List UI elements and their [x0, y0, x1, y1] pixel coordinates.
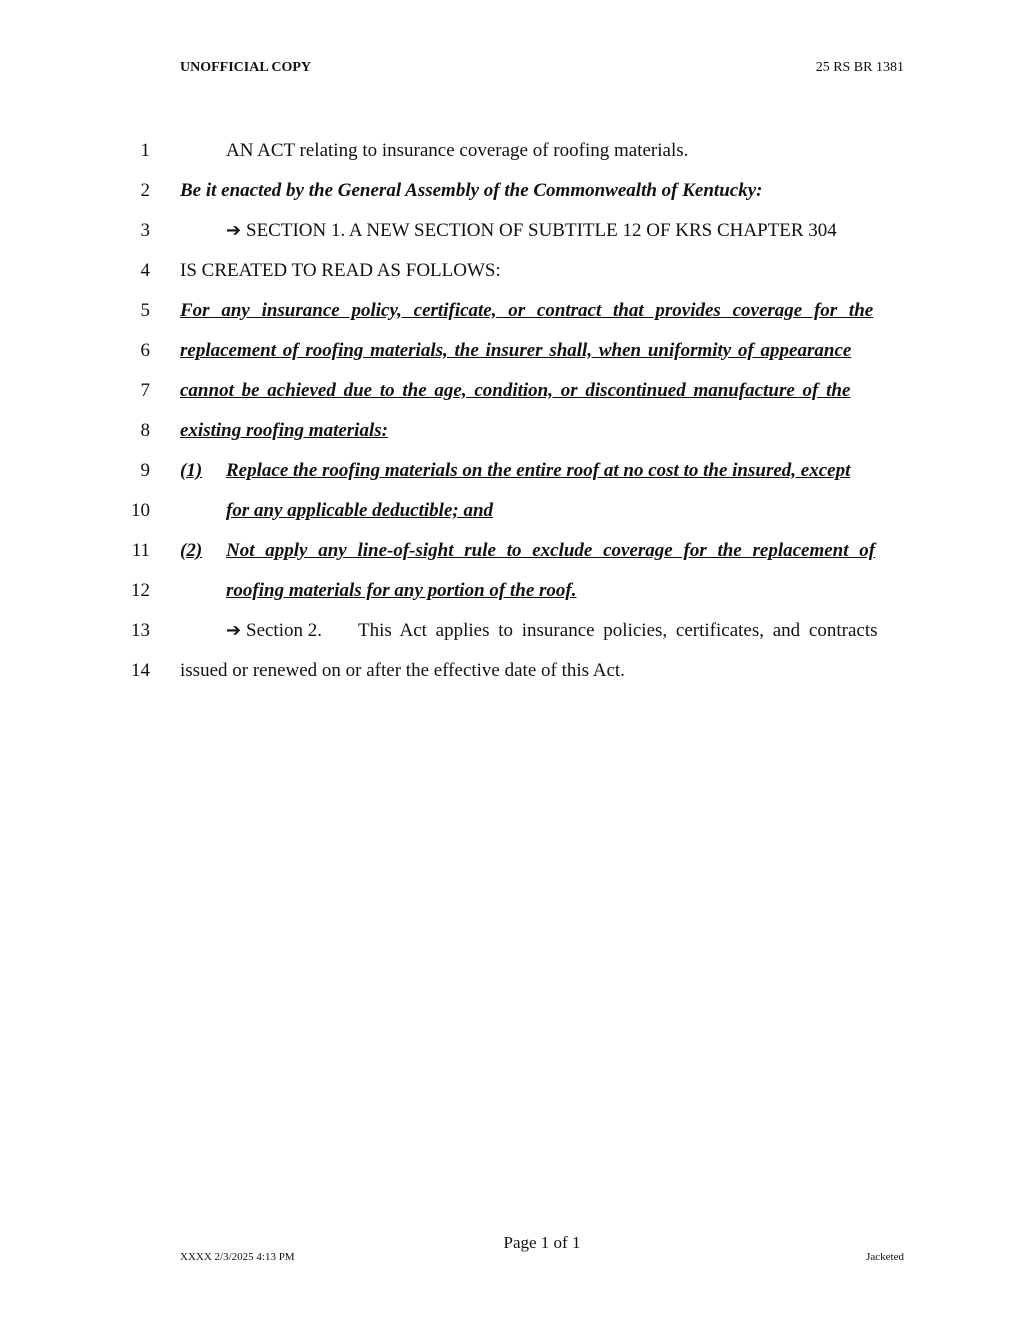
document-line-4 — [0, 260, 1024, 288]
line-number: 2 — [140, 180, 150, 201]
enacting-clause: Be it enacted by the General Assembly of the Commonwealth of Kentucky: — [180, 180, 763, 201]
page-number: Page 1 of 1 — [503, 1233, 581, 1252]
page-header — [180, 60, 904, 82]
list-item-1-cont: for any applicable deductible; and — [226, 500, 494, 521]
line-number: 7 — [140, 380, 150, 401]
arrow-right-icon: ➔ — [226, 620, 242, 641]
section-1-heading-text: SECTION 1. A NEW SECTION OF SUBTITLE 12 OF KRS CHAPTER 304 — [246, 220, 837, 241]
document-line-6 — [0, 340, 1024, 368]
list-marker-2: (2) — [180, 540, 203, 561]
line-number: 14 — [131, 660, 150, 681]
new-text: For any insurance policy, certificate, or contract that provides coverage for the — [180, 300, 874, 321]
arrow-right-icon: ➔ — [226, 220, 242, 241]
section-1-heading — [226, 220, 837, 242]
line-number: 11 — [131, 540, 150, 561]
line-number: 6 — [140, 340, 150, 361]
line-number: 9 — [140, 460, 150, 481]
line-number: 1 — [140, 140, 150, 161]
line-number: 4 — [140, 260, 150, 281]
document-line-1 — [0, 140, 1024, 168]
document-line-10 — [0, 500, 1024, 528]
footer-timestamp: XXXX 2/3/2025 4:13 PM — [180, 1251, 295, 1263]
section-2-label: Section 2. — [246, 620, 322, 641]
section-2-text: This Act applies to insurance policies, certificates, and contracts — [358, 620, 878, 641]
document-line-2 — [0, 180, 1024, 208]
document-line-13 — [0, 620, 1024, 648]
line-number: 10 — [131, 500, 150, 521]
new-text: cannot be achieved due to the age, condition, or discontinued manufacture of the — [180, 380, 851, 401]
list-item-2-cont: roofing materials for any portion of the roof. — [226, 580, 577, 601]
document-line-5 — [0, 300, 1024, 328]
act-title: AN ACT relating to insurance coverage of roofing materials. — [226, 140, 689, 161]
list-item-2-text: Not apply any line-of-sight rule to exclude coverage for the replacement of — [226, 540, 876, 561]
list-item-1-text: Replace the roofing materials on the entire roof at no cost to the insured, except — [226, 460, 851, 481]
section-2-text-cont: issued or renewed on or after the effective date of this Act. — [180, 660, 625, 681]
footer-status: Jacketed — [866, 1251, 904, 1263]
bill-request-number: 25 RS BR 1381 — [815, 60, 904, 75]
document-line-12 — [0, 580, 1024, 608]
document-line-8 — [0, 420, 1024, 448]
line-number: 8 — [140, 420, 150, 441]
new-text: existing roofing materials: — [180, 420, 388, 441]
line-number: 13 — [131, 620, 150, 641]
unofficial-copy-label: UNOFFICIAL COPY — [180, 60, 312, 75]
document-line-11 — [0, 540, 1024, 568]
line-number: 3 — [140, 220, 150, 241]
section-1-heading-cont: IS CREATED TO READ AS FOLLOWS: — [180, 260, 501, 281]
section-2-heading — [226, 620, 322, 642]
line-number: 5 — [140, 300, 150, 321]
list-marker-1: (1) — [180, 460, 203, 481]
line-number: 12 — [131, 580, 150, 601]
document-line-14 — [0, 660, 1024, 688]
document-line-3 — [0, 220, 1024, 248]
document-line-9 — [0, 460, 1024, 488]
new-text: replacement of roofing materials, the insurer shall, when uniformity of appearance — [180, 340, 852, 361]
document-line-7 — [0, 380, 1024, 408]
